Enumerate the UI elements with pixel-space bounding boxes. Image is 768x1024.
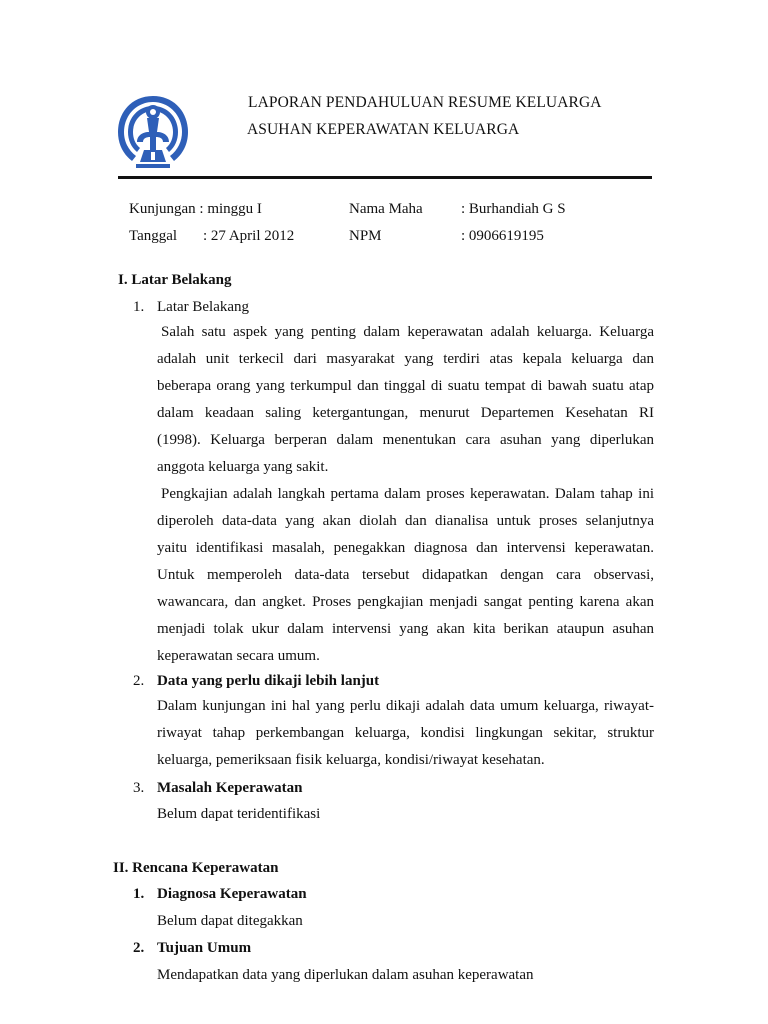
paragraph-line: Pengkajian adalah langkah pertama dalam proses keperawatan. Dalam tahap ini: [161, 486, 654, 502]
paragraph-line: adalah unit terkecil dari masyarakat yang terdiri atas kepala keluarga dan: [157, 351, 654, 367]
paragraph-line: menjadi tolak ukur dalam intervensi yang akan kita berikan ataupun asuhan: [157, 621, 654, 637]
paragraph-line: beberapa orang yang terkumpul dan tinggal di suatu tempat di bawah suatu atap: [157, 378, 654, 394]
tujuan-umum-text: Mendapatkan data yang diperlukan dalam asuhan keperawatan: [157, 967, 534, 983]
report-subtitle: ASUHAN KEPERAWATAN KELUARGA: [247, 121, 520, 138]
item-heading-tujuan-umum: Tujuan Umum: [157, 940, 252, 956]
paragraph-line: (1998). Keluarga berperan dalam menentukan cara asuhan yang diperlukan: [157, 432, 654, 448]
paragraph-line: diperoleh data-data yang akan diolah dan dianalisa untuk proses selanjutnya: [157, 513, 654, 529]
student-name-label: Nama Maha: [349, 201, 423, 217]
item-heading-diagnosa: Diagnosa Keperawatan: [157, 886, 307, 902]
item-heading-data-dikaji: Data yang perlu dikaji lebih lanjut: [157, 673, 380, 689]
paragraph-keluarga: [157, 319, 654, 481]
paragraph-line: Untuk memperoleh data-data tersebut didapatkan dengan cara observasi,: [157, 567, 654, 583]
item-heading-masalah: Masalah Keperawatan: [157, 780, 303, 796]
paragraph-line: Dalam kunjungan ini hal yang perlu dikaji adalah data umum keluarga, riwayat-: [157, 698, 654, 714]
item-number: 2.: [133, 673, 145, 689]
item-number: 2.: [133, 940, 145, 956]
section-1-heading: I. Latar Belakang: [118, 272, 232, 288]
item-number: 1.: [133, 299, 145, 315]
student-name-value: : Burhandiah G S: [461, 201, 566, 217]
paragraph-line: anggota keluarga yang sakit.: [157, 459, 329, 475]
item-number: 3.: [133, 780, 145, 796]
paragraph-pengkajian: [157, 481, 654, 670]
section-2-heading: II. Rencana Keperawatan: [113, 860, 279, 876]
masalah-text: Belum dapat teridentifikasi: [157, 806, 321, 822]
date-label: Tanggal: [129, 228, 178, 244]
npm-label: NPM: [349, 228, 382, 244]
paragraph-line: keperawatan secara umum.: [157, 648, 320, 664]
paragraph-kunjungan: [157, 693, 654, 774]
diagnosa-text: Belum dapat ditegakkan: [157, 913, 303, 929]
paragraph-line: keluarga, pemeriksaan fisik keluarga, kondisi/riwayat kesehatan.: [157, 752, 545, 768]
item-number: 1.: [133, 886, 145, 902]
paragraph-line: riwayat tahap perkembangan keluarga, kondisi lingkungan sekitar, struktur: [157, 725, 654, 741]
emblem-icon: [114, 92, 192, 172]
item-heading-latar-belakang: Latar Belakang: [157, 299, 250, 315]
date-value: : 27 April 2012: [203, 228, 295, 244]
report-title: LAPORAN PENDAHULUAN RESUME KELUARGA: [248, 94, 602, 111]
paragraph-line: wawancara, dan angket. Proses pengkajian menjadi sangat penting karena akan: [157, 594, 654, 610]
university-emblem-logo: [114, 92, 192, 172]
paragraph-line: Salah satu aspek yang penting dalam keperawatan adalah keluarga. Keluarga: [161, 324, 654, 340]
visit-info: Kunjungan : minggu I: [129, 201, 262, 217]
header-divider: [118, 176, 652, 179]
npm-value: : 0906619195: [461, 228, 544, 244]
paragraph-line: yaitu identifikasi masalah, penegakkan diagnosa dan intervensi keperawatan.: [157, 540, 654, 556]
paragraph-line: dalam keadaan saling ketergantungan, menurut Departemen Kesehatan RI: [157, 405, 654, 421]
